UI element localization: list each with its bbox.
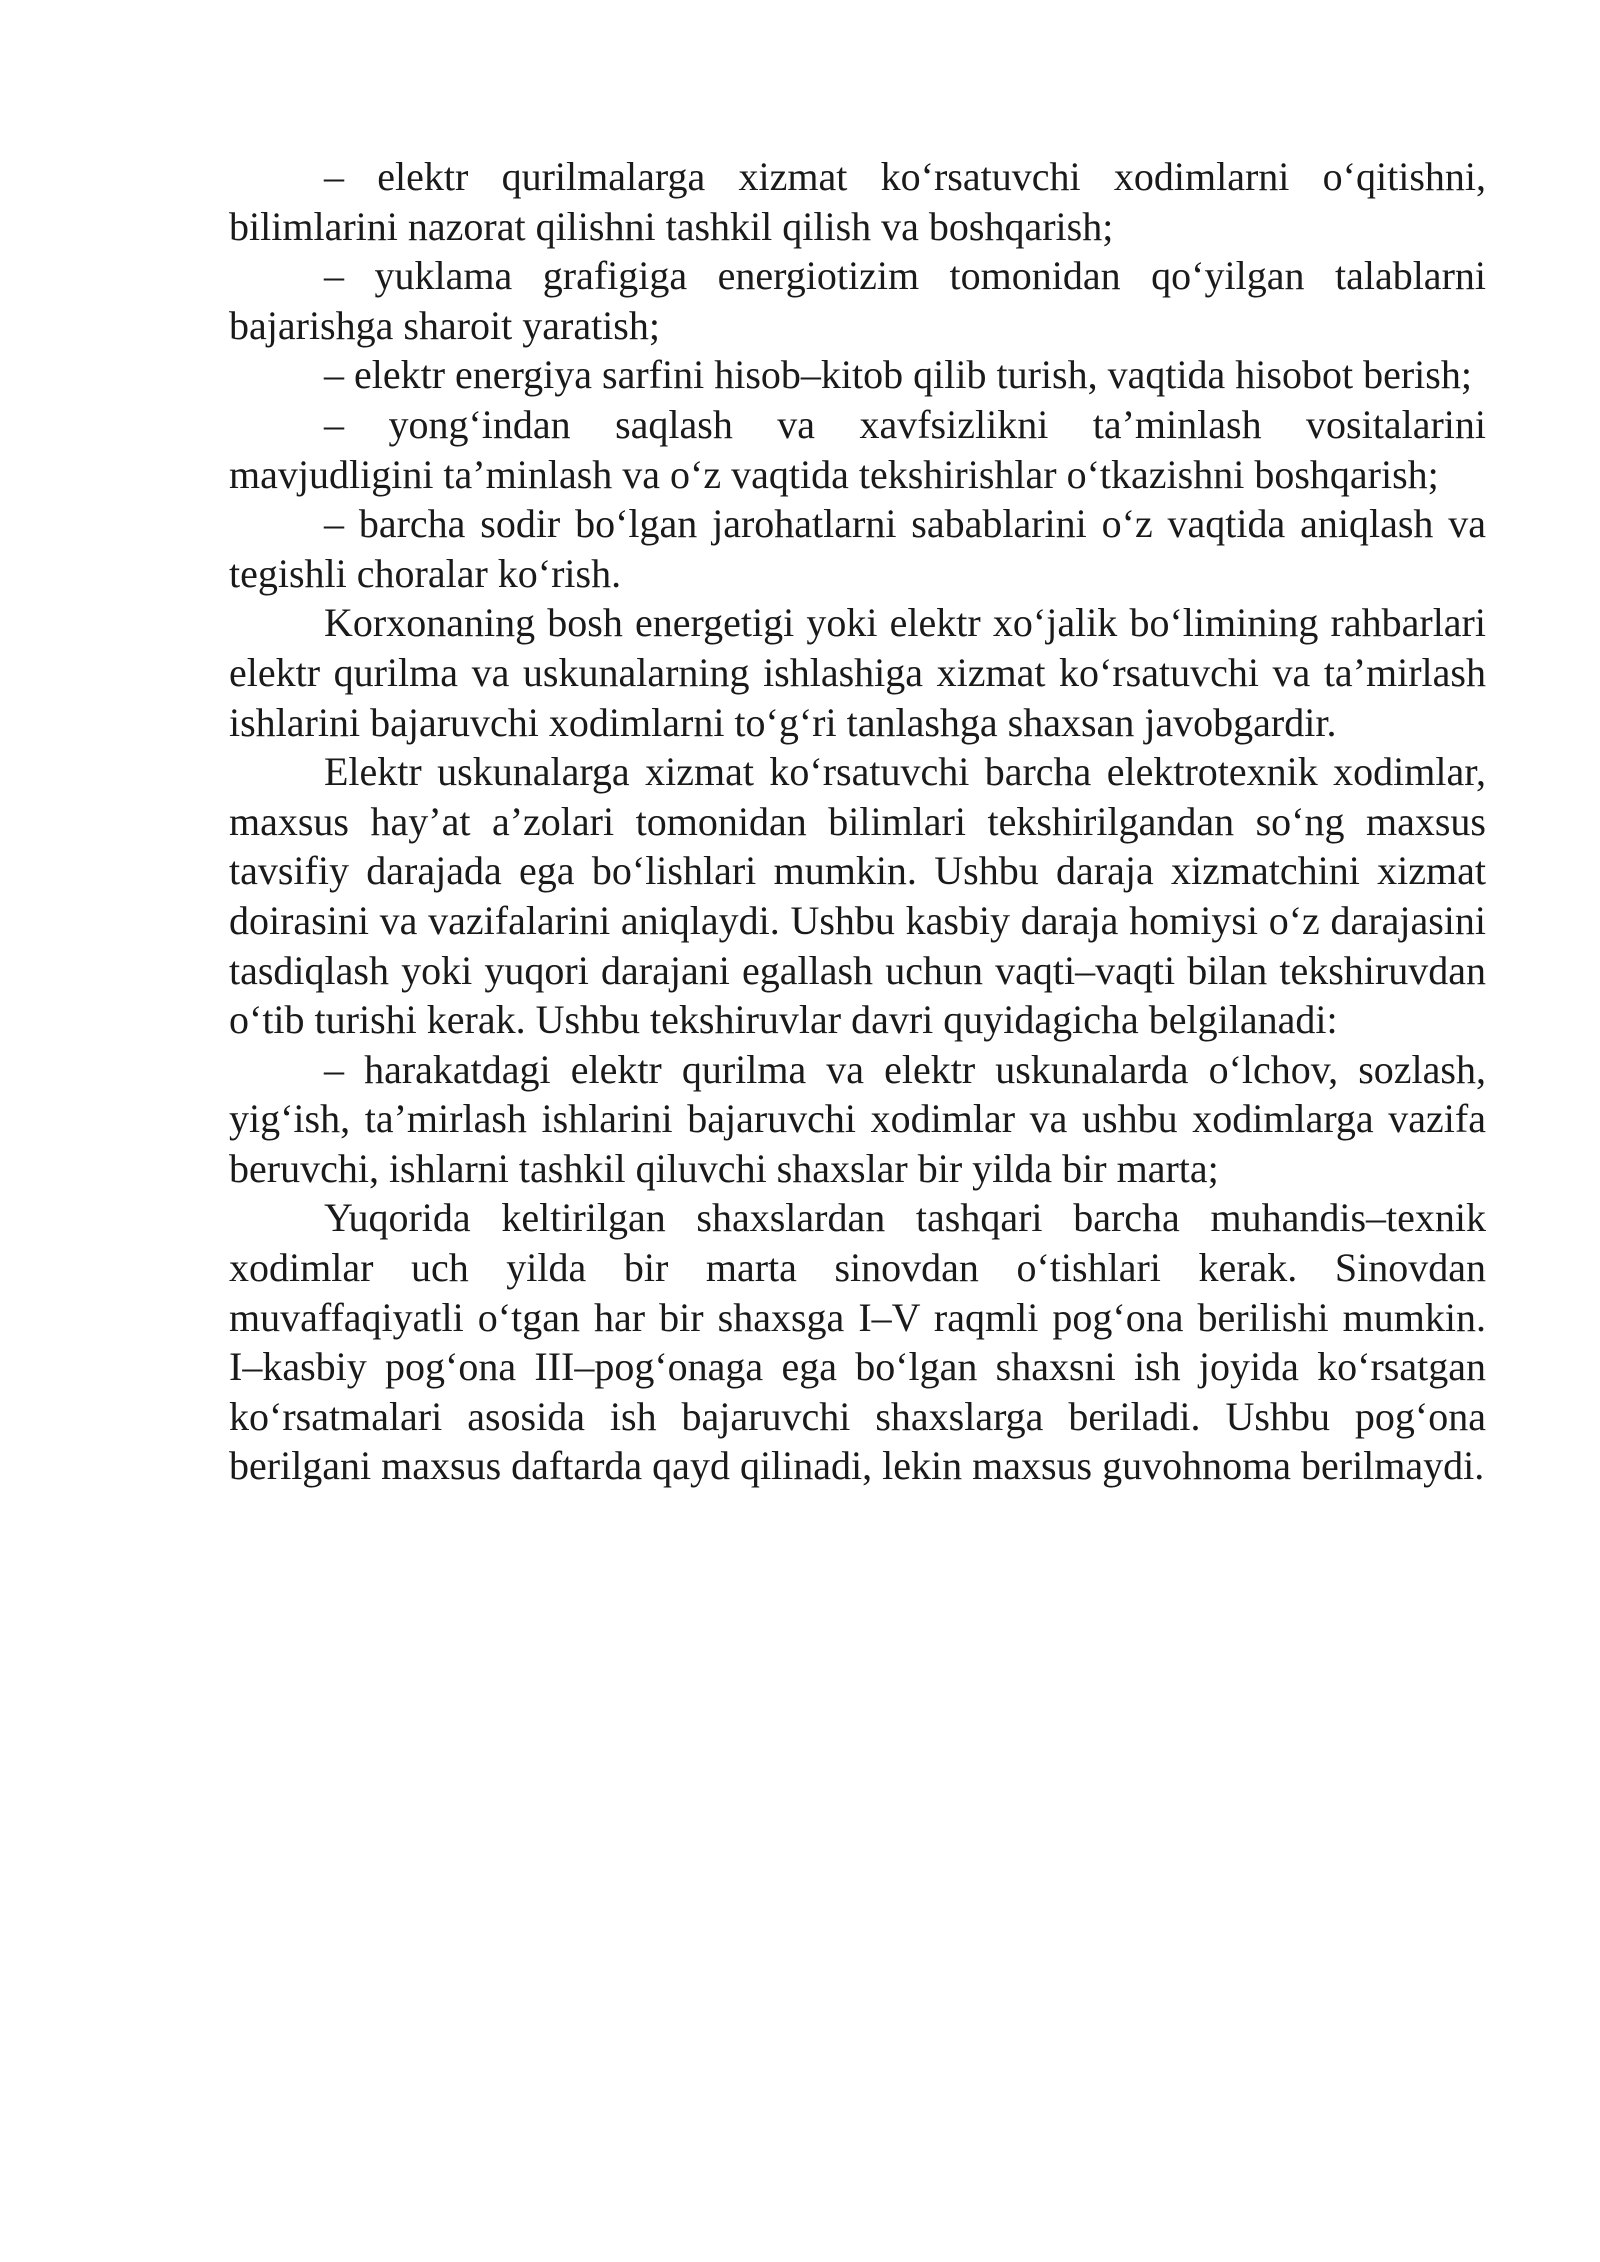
bullet-paragraph-annual-testing: – harakatdagi elektr qurilma va elektr uskunalarda o‘lchov, sozlash, yig‘ish, ta’mirlash ishlarini bajaruvchi xodimlar va ushbu xodimlarga vazifa beruvchi, ishlarni tashkil qiluvchi shaxslar bir yilda bir marta; xyxy=(229,1046,1486,1191)
bullet-paragraph-load-schedule: – yuklama grafigiga energiotizim tomonidan qo‘yilgan talablarni bajarishga sharoit yaratish; xyxy=(229,253,1486,348)
document-page xyxy=(229,152,1486,1491)
bullet-paragraph-injuries: – barcha sodir bo‘lgan jarohatlarni sabablarini o‘z vaqtida aniqlash va tegishli choralar ko‘rish. xyxy=(229,501,1486,596)
paragraph-chief-energy-engineer: Korxonaning bosh energetigi yoki elektr xo‘jalik bo‘limining rahbarlari elektr qurilma va uskunalarning ishlashiga xizmat ko‘rsatuvchi va ta’mirlash ishlarini bajaruvchi xodimlarni to‘g‘ri tanlashga shaxsan javobgardir. xyxy=(229,600,1486,745)
bullet-paragraph-fire-safety: – yong‘indan saqlash va xavfsizlikni ta’minlash vositalarini mavjudligini ta’minlash va o‘z vaqtida tekshirishlar o‘tkazishni boshqarish; xyxy=(229,401,1486,497)
paragraph-qualification-level: Elektr uskunalarga xizmat ko‘rsatuvchi barcha elektrotexnik xodimlar, maxsus hay’at a’zolari tomonidan bilimlari tekshirilgandan so‘ng maxsus tavsifiy darajada ega bo‘lishlari mumkin. Ushbu daraja xizmatchini xizmat doirasini va vazifalarini aniqlaydi. Ushbu kasbiy daraja homiysi o‘z darajasini tasdiqlash yoki yuqori darajani egallash uchun vaqti–vaqti bilan tekshiruvdan o‘tib turishi kerak. Ushbu tekshiruvlar davri quyidagicha belgilanadi: xyxy=(229,749,1486,1043)
paragraph-engineering-staff-testing: Yuqorida keltirilgan shaxslardan tashqari barcha muhandis–texnik xodimlar uch yilda bir marta sinovdan o‘tishlari kerak. Sinovdan muvaffaqiyatli o‘tgan har bir shaxsga I–V raqmli pog‘ona berilishi mumkin. I–kasbiy pog‘ona III–pog‘onaga ega bo‘lgan shaxsni ish joyida ko‘rsatgan ko‘rsatmalari asosida ish bajaruvchi shaxslarga beriladi. Ushbu pog‘ona berilgani maxsus daftarda qayd qilinadi, lekin maxsus guvohnoma berilmaydi. xyxy=(229,1195,1486,1489)
bullet-paragraph-training: – elektr qurilmalarga xizmat ko‘rsatuvchi xodimlarni o‘qitishni, bilimlarini nazorat qilishni tashkil qilish va boshqarish; xyxy=(229,154,1486,249)
bullet-paragraph-energy-accounting: – elektr energiya sarfini hisob–kitob qilib turish, vaqtida hisobot berish; xyxy=(324,352,1472,398)
